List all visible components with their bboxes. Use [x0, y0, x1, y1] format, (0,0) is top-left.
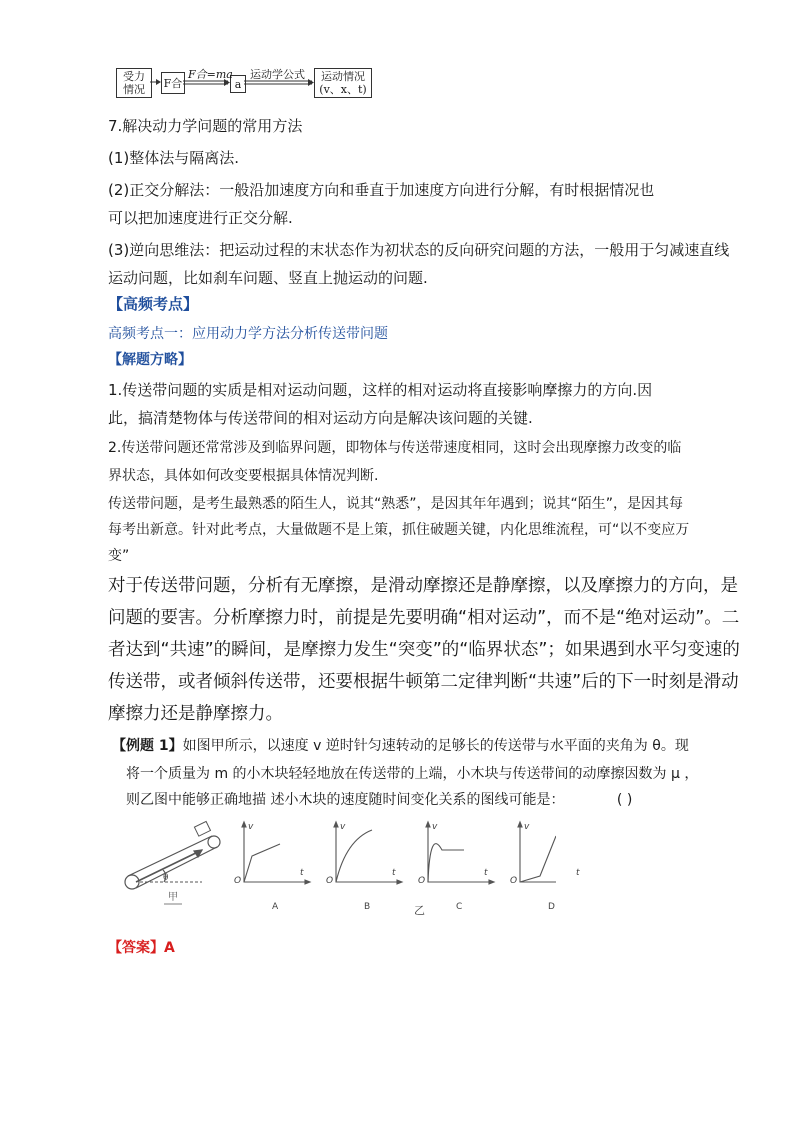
example1-line3 [126, 790, 632, 810]
example1-line1 [112, 736, 689, 756]
flow-arrows [116, 66, 376, 100]
answer-value: A [164, 940, 175, 956]
flow-box-net-force: F合 [161, 72, 185, 94]
figure-conveyor [116, 820, 226, 924]
graph-origin-label: O [418, 876, 426, 886]
graph-curve-D [520, 836, 556, 882]
flow-box-acceleration: a [230, 75, 246, 93]
example1-text3: 则乙图中能够正确地描 述小木块的速度随时间变化关系的图线可能是： [126, 792, 565, 808]
strategy-title: 【解题方略】 [108, 352, 192, 368]
graph-option-label-D: D [548, 902, 555, 912]
paragraph2-line2: 问题的要害。分析摩擦力时，前提是先要明确“相对运动”，而不是“绝对运动”。二 [108, 608, 740, 628]
graph-origin-label: O [326, 876, 334, 886]
flow-box-force: 受力 情况 [116, 68, 152, 98]
graph-origin-label: O [234, 876, 242, 886]
graph-axes [244, 824, 308, 882]
paragraph2-line1: 对于传送带问题，分析有无摩擦，是滑动摩擦还是静摩擦，以及摩擦力的方向，是 [108, 576, 738, 596]
section7-item1: (1)整体法与隔离法. [108, 149, 240, 167]
section7-item2-line1: (2)正交分解法：一般沿加速度方向和垂直于加速度方向进行分解，有时根据情况也 [108, 181, 655, 199]
wood-block [194, 821, 210, 836]
example1-line2: 将一个质量为 m 的小木块轻轻地放在传送带的上端，小木块与传送带间的动摩擦因数为 μ ， [126, 766, 699, 782]
dynamics-flowchart [116, 66, 376, 100]
paragraph2-line3: 者达到“共速”的瞬间，是摩擦力发生“突变”的“临界状态”；如果遇到水平匀变速的 [108, 640, 740, 660]
paragraph1-line1: 传送带问题，是考生最熟悉的陌生人，说其“熟悉”，是因其年年遇到；说其“陌生”，是因其每 [108, 496, 684, 512]
answer-line [108, 938, 175, 958]
graph-curve-A [244, 844, 280, 882]
graph-v-arrow [518, 822, 522, 827]
graph-t-label: t [484, 868, 488, 878]
example1-choice: ( ) [616, 792, 633, 808]
graph-curve-B [336, 830, 372, 882]
graph-option-label-C: C [456, 902, 463, 912]
section7-item2-line2: 可以把加速度进行正交分解. [108, 209, 293, 227]
flow-arrow-label-newton: F合=ma [188, 68, 233, 81]
graph-axes [520, 824, 556, 882]
graph-t-arrow [305, 880, 310, 884]
example1-text1: 如图甲所示，以速度 v 逆时针匀速转动的足够长的传送带与水平面的夹角为 θ。现 [182, 738, 689, 754]
graph-v-arrow [426, 822, 430, 827]
graph-t-label: t [300, 868, 304, 878]
graph-axes [336, 824, 400, 882]
graph-v-label: v [432, 822, 438, 832]
answer-label: 【答案】 [108, 940, 164, 956]
graph-t-arrow [489, 880, 494, 884]
high-frequency-point1: 高频考点一：应用动力学方法分析传送带问题 [108, 326, 388, 342]
graph-v-label: v [248, 822, 254, 832]
graph-t-label: t [392, 868, 396, 878]
high-frequency-title: 【高频考点】 [108, 295, 199, 313]
graph-v-label: v [340, 822, 346, 832]
paragraph2-line4: 传送带，或者倾斜传送带，还要根据牛顿第二定律判断“共速”后的下一时刻是滑动 [108, 672, 739, 692]
graph-v-label: v [524, 822, 530, 832]
graph-option-label-B: B [364, 902, 371, 912]
figure-graphs-label: 乙 [414, 904, 425, 917]
graph-t-label: t [576, 868, 580, 878]
paragraph2-line5: 摩擦力还是静摩擦力。 [108, 704, 283, 724]
strategy-2-line2: 界状态，具体如何改变要根据具体情况判断. [108, 468, 379, 484]
strategy-1-line2: 此，搞清楚物体与传送带间的相对运动方向是解决该问题的关键. [108, 409, 533, 427]
section7-heading: 7.解决动力学问题的常用方法 [108, 117, 303, 135]
graph-option-label-A: A [272, 902, 279, 912]
graph-t-arrow [397, 880, 402, 884]
graph-curve-C [428, 844, 464, 882]
strategy-2-line1: 2.传送带问题还常常涉及到临界问题，即物体与传送带速度相同，这时会出现摩擦力改变的临 [108, 440, 682, 456]
graph-origin-label: O [510, 876, 518, 886]
graph-v-arrow [334, 822, 338, 827]
graph-v-arrow [242, 822, 246, 827]
section7-item3-line2: 运动问题，比如刹车问题、竖直上抛运动的问题. [108, 269, 428, 287]
flow-arrow-label-kinematics: 运动学公式 [250, 68, 305, 81]
figure-conveyor-label: 甲 [168, 892, 178, 903]
section7-item3-line1: (3)逆向思维法：把运动过程的末状态作为初状态的反向研究问题的方法，一般用于匀减速直线 [108, 241, 730, 259]
example1-label: 【例题 1】 [112, 738, 183, 754]
graph-axes [428, 824, 492, 882]
strategy-1-line1: 1.传送带问题的实质是相对运动问题，这样的相对运动将直接影响摩擦力的方向.因 [108, 381, 653, 399]
flow-box-motion: 运动情况 (v、x、t) [314, 68, 372, 98]
paragraph1-line2: 每考出新意。针对此考点，大量做题不是上策，抓住破题关键，内化思维流程，可“以不变应万 [108, 522, 690, 538]
paragraph1-line3: 变” [108, 548, 130, 564]
figure-conveyor-theta: θ [163, 873, 169, 883]
